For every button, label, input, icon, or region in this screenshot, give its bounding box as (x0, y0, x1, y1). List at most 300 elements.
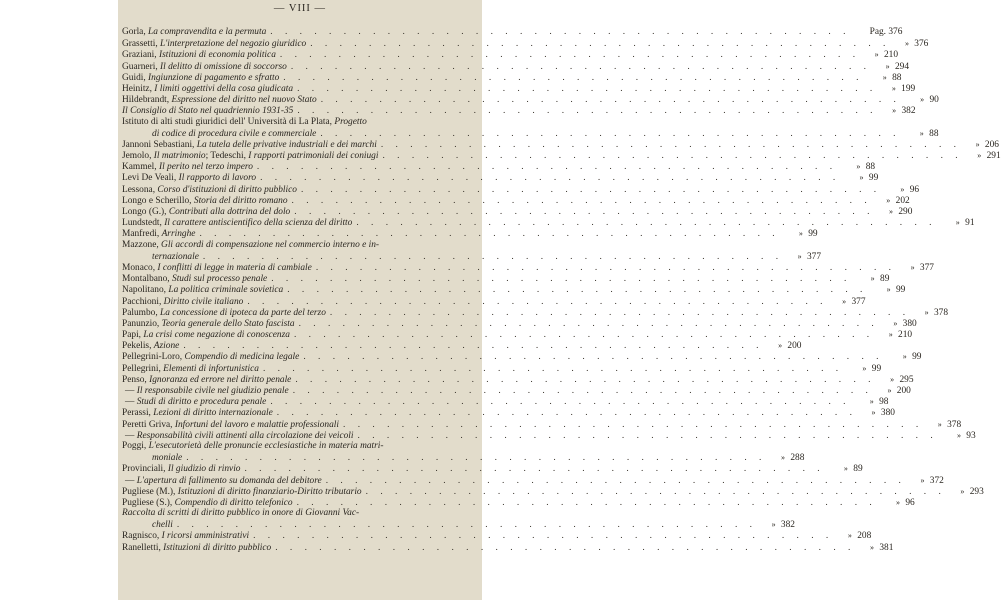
page-reference (963, 150, 1001, 162)
page-number: 98 (879, 397, 889, 408)
page-reference (783, 251, 821, 263)
leader-dots (279, 73, 863, 84)
entry-text (122, 27, 266, 38)
page-number: 90 (929, 95, 939, 106)
page-marker: » (920, 95, 925, 105)
entry-title: Il perito nel terzo impero (158, 162, 253, 173)
index-entry (122, 441, 477, 452)
page-marker: » (910, 262, 915, 272)
page-marker: » (886, 285, 891, 295)
entry-title: Responsabilità civili attinenti alla circolazione dei veicoli (136, 430, 354, 441)
page-reference (906, 475, 944, 487)
leader-dots (256, 173, 840, 184)
entry-title: Progetto (334, 116, 367, 127)
page-number: 88 (865, 162, 876, 173)
entry-author: Grassetti, (122, 39, 158, 50)
page-number: 378 (947, 419, 962, 430)
page-number: 382 (780, 520, 795, 531)
page-marker: » (870, 274, 875, 284)
entry-text (122, 218, 352, 229)
entry-author: Pellegrini, (122, 363, 161, 374)
index-entry (122, 139, 999, 150)
index-entry (122, 38, 929, 50)
page-number: 380 (902, 318, 917, 329)
entry-text (122, 520, 173, 531)
page-reference (825, 463, 863, 475)
entry-text (122, 62, 287, 73)
entry-author: Jannoni Sebastiani, (122, 139, 195, 150)
page-reference (938, 430, 976, 442)
page-reference (937, 217, 975, 229)
book-page (118, 0, 1001, 600)
entry-title: L'apertura di fallimento su domanda del debitore (136, 475, 322, 486)
index-entry (122, 497, 915, 508)
page-marker: » (882, 72, 887, 82)
page-number: 89 (853, 464, 863, 475)
entry-text (122, 39, 306, 50)
page-reference (874, 206, 912, 218)
index-entry (122, 49, 899, 61)
leader-dots (273, 408, 857, 419)
entry-title: La concessione di ipoteca da parte del terzo (160, 307, 326, 318)
leader-dots (291, 375, 875, 386)
page-reference (757, 519, 795, 531)
entry-text (122, 117, 367, 128)
entry-text (122, 453, 182, 464)
index-entry (122, 508, 477, 519)
page-marker: » (887, 386, 892, 395)
leader-dots (326, 308, 910, 319)
index-entry (122, 273, 890, 285)
index-entry (122, 318, 917, 329)
entry-title: Il Consiglio di Stato nel quadriennio 1931-35 (122, 106, 294, 117)
page-marker: » (798, 229, 803, 239)
entry-text (122, 162, 253, 173)
page-number: 89 (880, 274, 890, 285)
page-reference (946, 486, 984, 498)
entry-text (122, 95, 317, 106)
index-entry (122, 172, 879, 184)
entry-author: Monaco, (122, 262, 156, 273)
index-entry (122, 150, 1001, 162)
page-marker: » (859, 173, 864, 183)
entry-title: Corso d'istituzioni di diritto pubblico (157, 184, 297, 195)
page-number: 99 (895, 285, 906, 296)
index-entry (122, 195, 910, 206)
page-number: 376 (888, 27, 903, 37)
entry-text (122, 476, 322, 487)
entry-author: Peretti Griva, (122, 419, 173, 430)
entry-author: Graziani, (122, 50, 157, 61)
entry-text (122, 285, 283, 296)
page-marker: » (896, 497, 901, 507)
index-entry (122, 284, 906, 296)
entry-author: Perassi, (122, 408, 151, 419)
entry-author: Pugliese (S.), (122, 497, 173, 508)
page-number: 99 (871, 363, 882, 374)
page-number: 382 (901, 106, 916, 117)
entry-text (122, 274, 267, 285)
entry-author: Poggi, (122, 440, 147, 451)
index-entry (122, 363, 882, 374)
entry-text (122, 263, 312, 274)
page-reference (828, 296, 866, 308)
entry-text (122, 408, 273, 419)
entry-text (122, 330, 290, 341)
entry-title: Il delitto di omissione di soccorso (160, 61, 287, 72)
entry-title: La tutela delle privative industriali e dei marchi (196, 139, 377, 150)
page-marker: » (797, 251, 802, 261)
page-reference (878, 105, 916, 117)
page-marker: » (889, 207, 893, 216)
page-number: 99 (808, 229, 818, 240)
leader-dots (259, 364, 843, 375)
page-marker: » (919, 128, 924, 138)
leader-dots (306, 39, 890, 50)
page-marker: Pag. (869, 27, 887, 37)
entry-title: Il carattere antiscientifico della scienza del diritto (164, 218, 353, 229)
entry-text (122, 352, 299, 363)
entry-author: Pekelis, (122, 341, 152, 352)
entry-author: Papi, (122, 330, 142, 341)
index-entry (122, 385, 911, 396)
index-entry (122, 486, 984, 497)
page-marker: » (960, 486, 965, 496)
page-number: 208 (857, 531, 872, 542)
entry-text (122, 487, 362, 498)
page-number: 202 (895, 195, 910, 206)
page-marker: » (924, 307, 929, 317)
page-marker: » (778, 341, 783, 351)
entry-text (122, 50, 276, 61)
page-number: 381 (879, 542, 894, 553)
page-marker: » (869, 397, 874, 407)
entry-title: Il responsabile civile nel giudizio penale (136, 386, 289, 396)
entry-title: Storia del diritto romano (193, 195, 288, 206)
entry-author: Ragnisco, (122, 531, 160, 542)
index-entry (122, 340, 802, 352)
entry-author: Hildebrandt, (122, 95, 170, 106)
index-entry (122, 161, 876, 173)
page-reference (877, 497, 915, 509)
page-header: — VIII — (273, 3, 327, 14)
page-number: 210 (898, 330, 913, 341)
index-entry (122, 329, 913, 341)
entry-title: Raccolta di scritti di diritto pubblico in onore di Giovanni Vac- (122, 508, 360, 519)
page-number: 93 (966, 430, 976, 441)
entry-author: — (125, 386, 135, 396)
index-entry (122, 519, 795, 531)
entry-text (122, 308, 326, 319)
index-entry (122, 307, 949, 318)
page-reference (901, 128, 939, 140)
index-entry (122, 419, 962, 430)
page-number: 377 (919, 262, 934, 273)
entry-text (122, 531, 249, 542)
page-marker: » (780, 453, 785, 463)
index-entry (122, 374, 914, 385)
page-reference (857, 407, 895, 419)
page-reference (883, 351, 921, 363)
leader-dots (290, 207, 874, 218)
index-entry (122, 228, 818, 240)
entry-text (122, 151, 378, 162)
leader-dots (253, 162, 837, 173)
entry-extra-author: ; Tedeschi, (205, 151, 246, 162)
entry-title: I conflitti di legge in materia di cambiale (157, 262, 312, 273)
entry-text (122, 464, 240, 475)
entry-author: Palumbo, (122, 307, 158, 318)
entry-text (122, 508, 359, 519)
index-entries (122, 27, 1001, 553)
leader-dots (293, 84, 877, 95)
page-number: 199 (901, 83, 916, 94)
leader-dots (289, 386, 873, 397)
entry-title: Lezioni di diritto internazionale (153, 408, 273, 419)
entry-author: Lessona, (122, 184, 156, 195)
entry-title: Diritto civile italiano (163, 296, 244, 307)
leader-dots (352, 218, 936, 229)
entry-author: Pacchioni, (122, 296, 162, 307)
entry-title: Istituzioni di diritto pubblico (163, 542, 272, 553)
index-entry (122, 396, 889, 408)
page-marker: » (842, 296, 847, 306)
entry-author: Heinitz, (122, 83, 152, 94)
leader-dots (182, 453, 766, 464)
page-marker: » (920, 475, 925, 485)
entry-title: La compravendita e la permuta (148, 27, 267, 37)
entry-text (122, 441, 384, 452)
entry-text (122, 364, 259, 375)
page-number: 372 (929, 475, 944, 486)
page-number: 376 (914, 39, 929, 50)
entry-title: La crisi come negazione di conoscenza (143, 330, 290, 341)
leader-dots (354, 431, 938, 442)
page-number: 99 (912, 352, 922, 363)
entry-title: moniale (152, 453, 183, 464)
leader-dots (322, 476, 906, 487)
entry-title: Espressione del diritto nel nuovo Stato (171, 95, 317, 106)
page-marker: » (891, 83, 896, 93)
entry-text (122, 185, 297, 196)
page-marker: » (856, 162, 861, 172)
page-marker: » (890, 374, 895, 384)
entry-author: Provinciali, (122, 464, 166, 475)
entry-author: Guarneri, (122, 61, 158, 72)
leader-dots (377, 140, 961, 151)
page-number: 380 (880, 408, 895, 419)
page-marker: » (869, 542, 874, 552)
page-reference (763, 340, 801, 352)
entry-text (122, 319, 295, 330)
page-marker: » (955, 218, 960, 228)
entry-text (122, 297, 243, 308)
entry-text (122, 397, 266, 408)
page-marker: » (874, 50, 879, 60)
entry-title: Ingiunzione di pagamento e sfratto (148, 72, 280, 83)
index-entry (122, 117, 477, 128)
index-entry (122, 128, 939, 139)
entry-author: Montalbano, (122, 274, 170, 285)
page-reference (867, 284, 905, 296)
leader-dots (287, 62, 871, 73)
entry-title: Teoria generale dello Stato fascista (161, 318, 295, 329)
index-entry (122, 184, 920, 195)
index-entry (122, 206, 913, 217)
entry-title: Istituzioni di diritto finanziario-Diritto tributario (177, 486, 362, 497)
entry-author: Panunzio, (122, 318, 160, 329)
entry-title: chelli (152, 520, 173, 531)
entry-author: Mazzone, (122, 239, 159, 250)
page-number: 378 (933, 307, 949, 318)
entry-author: Lundstedt, (122, 218, 162, 229)
index-entry (122, 251, 822, 262)
entry-author: Pugliese (M.), (122, 486, 176, 497)
index-entry (122, 463, 863, 475)
entry-author: Levi De Veali, (122, 173, 177, 184)
leader-dots (283, 285, 867, 296)
entry-author: Jemolo, (122, 151, 152, 162)
page-marker: » (892, 106, 897, 116)
entry-title: Studi di diritto e procedura penale (136, 397, 267, 408)
page-marker: » (893, 318, 898, 328)
page-number: 294 (894, 61, 909, 72)
page-number: 88 (892, 72, 902, 83)
page-number: 291 (986, 151, 1001, 162)
entry-title: Il rapporto di lavoro (178, 173, 257, 184)
leader-dots (293, 106, 877, 117)
entry-title: I ricorsi amministrativi (161, 531, 250, 542)
page-reference (780, 228, 818, 240)
leader-dots (276, 50, 860, 61)
entry-author: Gorla, (122, 27, 146, 37)
entry-text (122, 129, 316, 140)
entry-author: Longo (G.), (122, 207, 167, 217)
entry-author: Guidi, (122, 72, 146, 83)
entry-title: Infortuni del lavoro e malattie professionali (174, 419, 339, 430)
entry-text (122, 240, 379, 251)
leader-dots (317, 95, 901, 106)
page-number: 88 (929, 128, 939, 139)
leader-dots (297, 185, 881, 196)
index-entry (122, 240, 477, 251)
entry-author: Pellegrini-Loro, (122, 352, 183, 363)
page-number: 295 (899, 374, 914, 385)
page-marker: » (886, 195, 891, 205)
entry-title: di codice di procedura civile e commerciale (152, 128, 317, 139)
leader-dots (249, 531, 833, 542)
entry-text (122, 207, 290, 218)
entry-title: Il giudizio di rinvio (167, 464, 241, 475)
index-entry (122, 94, 939, 106)
leader-dots (312, 263, 896, 274)
leader-dots (288, 196, 872, 207)
page-number: 293 (969, 486, 984, 497)
entry-author: Istituto di alti studi giuridici dell' Università di La Plata, (122, 116, 332, 127)
entry-author: — (125, 430, 135, 441)
page-number: 200 (787, 341, 802, 352)
entry-title: Azione (153, 341, 180, 352)
leader-dots (316, 129, 900, 140)
entry-text (122, 173, 256, 184)
entry-title: Contributi alla dottrina del dolo (168, 207, 291, 217)
entry-text (122, 252, 199, 263)
page-number: 288 (790, 453, 805, 464)
page-marker: » (862, 363, 867, 373)
leader-dots (267, 274, 851, 285)
entry-text (122, 196, 288, 207)
entry-title: Gli accordi di compensazione nel commercio interno e in- (161, 239, 380, 250)
page-marker: » (977, 151, 982, 161)
entry-author: — (125, 397, 135, 408)
index-entry (122, 262, 934, 273)
entry-extra-title: I rapporti patrimoniali dei coniugi (248, 151, 379, 162)
index-entry (122, 296, 866, 307)
entry-title: Compendio di medicina legale (184, 352, 300, 363)
leader-dots (299, 352, 883, 363)
entry-author: Napolitano, (122, 285, 167, 296)
page-marker: » (904, 39, 909, 49)
entry-author: Penso, (122, 374, 147, 385)
index-entry (122, 83, 916, 94)
index-entry (122, 27, 903, 38)
entry-author: Manfredi, (122, 229, 160, 240)
page-number: 377 (851, 296, 866, 307)
page-marker: » (956, 430, 961, 440)
entry-title: L'esecutorietà delle pronuncie ecclesiastiche in materia matri- (148, 440, 384, 451)
entry-title: Studi sul processo penale (172, 274, 268, 285)
entry-title: La politica criminale sovietica (168, 285, 284, 296)
entry-author: — (125, 475, 135, 486)
index-entry (122, 105, 916, 117)
entry-text (122, 375, 291, 386)
page-marker: » (937, 419, 942, 429)
leader-dots (243, 297, 827, 308)
page-reference (896, 262, 934, 274)
page-marker: » (975, 139, 980, 149)
page-number: 377 (806, 251, 822, 262)
entry-author: Kammel, (122, 162, 157, 173)
entry-title: ternazionale (152, 251, 199, 262)
page-number: 96 (905, 497, 915, 508)
entry-title: Elementi di infortunistica (163, 363, 259, 374)
index-entry (122, 430, 976, 441)
page-reference (855, 542, 893, 554)
page-marker: » (900, 184, 905, 194)
index-entry (122, 61, 909, 72)
entry-author: Longo e Scherillo, (122, 195, 192, 206)
leader-dots (271, 543, 855, 554)
entry-title: Arringhe (161, 229, 196, 240)
entry-text (122, 386, 289, 397)
page-number: 210 (883, 50, 899, 61)
page-reference (766, 452, 804, 464)
page-number: 206 (984, 139, 999, 150)
page-marker: » (847, 531, 852, 541)
entry-title: Compendio di diritto telefonico (174, 497, 293, 508)
index-entry (122, 452, 805, 464)
index-entry (122, 72, 902, 83)
entry-text (122, 84, 293, 95)
entry-title: I limiti oggettivi della cosa giudicata (154, 83, 294, 94)
leader-dots (240, 464, 824, 475)
page-number: 290 (898, 207, 913, 217)
page-number: 200 (896, 386, 911, 396)
entry-title: Il matrimonio (153, 151, 206, 162)
leader-dots (266, 397, 850, 408)
page-marker: » (771, 520, 776, 530)
page-number: 96 (909, 184, 920, 195)
